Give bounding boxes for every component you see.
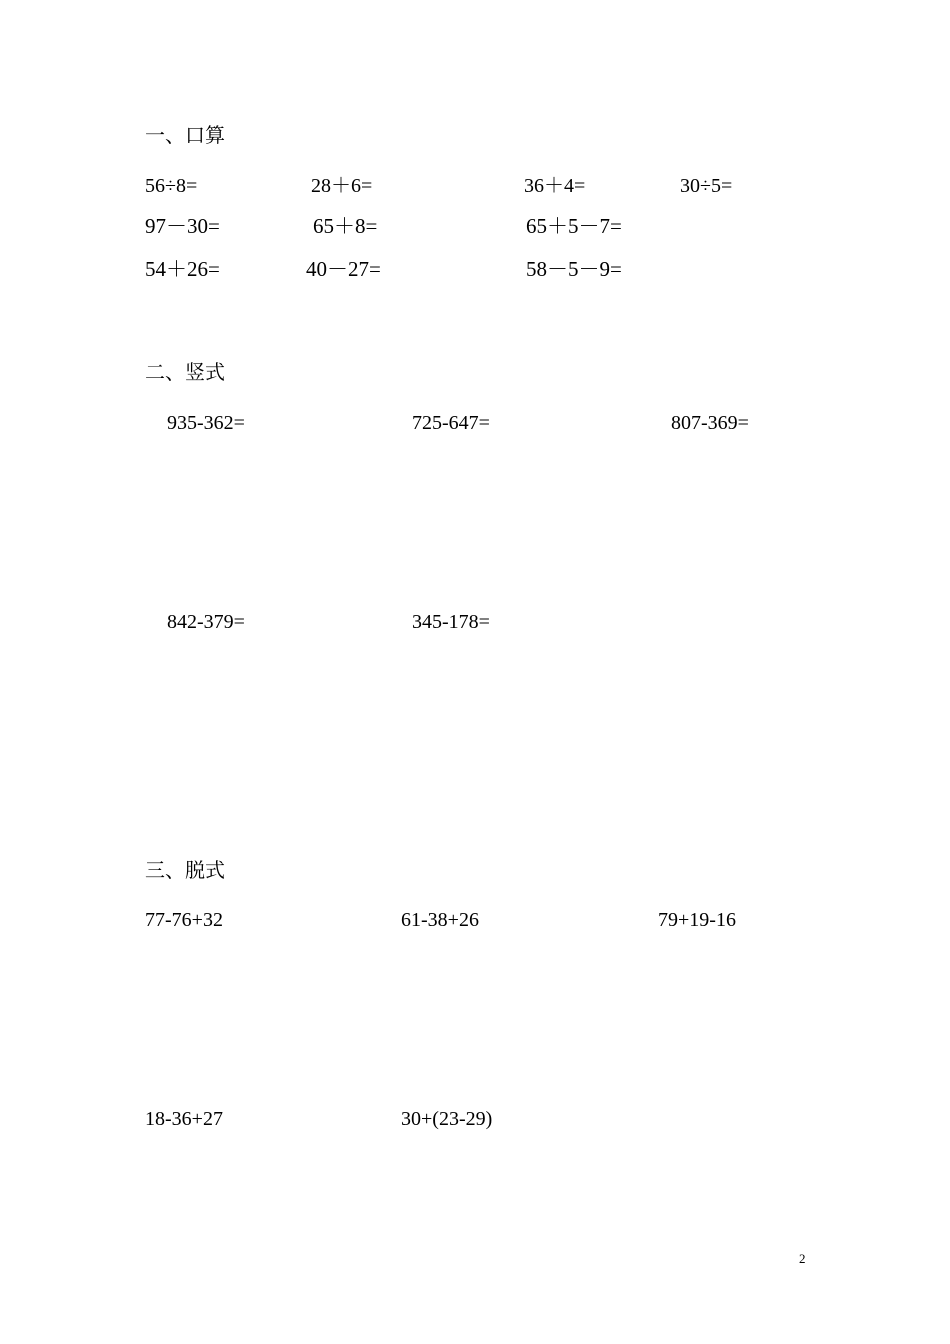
vertical-problem: 842-379= bbox=[167, 611, 245, 633]
stepwise-problem: 18-36+27 bbox=[145, 1108, 223, 1130]
oral-problem: 56÷8= bbox=[145, 175, 198, 197]
page-number: 2 bbox=[799, 1251, 806, 1266]
oral-problem: 40－27= bbox=[306, 257, 381, 281]
oral-problem: 54＋26= bbox=[145, 257, 220, 281]
oral-problem: 36＋4= bbox=[524, 175, 586, 197]
oral-problem: 30÷5= bbox=[680, 175, 733, 197]
section-heading-vertical: 二、竖式 bbox=[145, 360, 225, 384]
stepwise-problem: 79+19-16 bbox=[658, 909, 736, 931]
oral-problem: 65＋5－7= bbox=[526, 214, 622, 238]
oral-problem: 28＋6= bbox=[311, 175, 373, 197]
vertical-problem: 807-369= bbox=[671, 412, 749, 434]
vertical-problem: 935-362= bbox=[167, 412, 245, 434]
stepwise-problem: 77-76+32 bbox=[145, 909, 223, 931]
vertical-problem: 725-647= bbox=[412, 412, 490, 434]
oral-problem: 58－5－9= bbox=[526, 257, 622, 281]
stepwise-problem: 30+(23-29) bbox=[401, 1108, 493, 1130]
section-heading-stepwise: 三、脱式 bbox=[145, 858, 225, 882]
stepwise-problem: 61-38+26 bbox=[401, 909, 479, 931]
vertical-problem: 345-178= bbox=[412, 611, 490, 633]
section-heading-oral: 一、口算 bbox=[145, 123, 225, 147]
oral-problem: 65＋8= bbox=[313, 214, 378, 238]
oral-problem: 97－30= bbox=[145, 214, 220, 238]
